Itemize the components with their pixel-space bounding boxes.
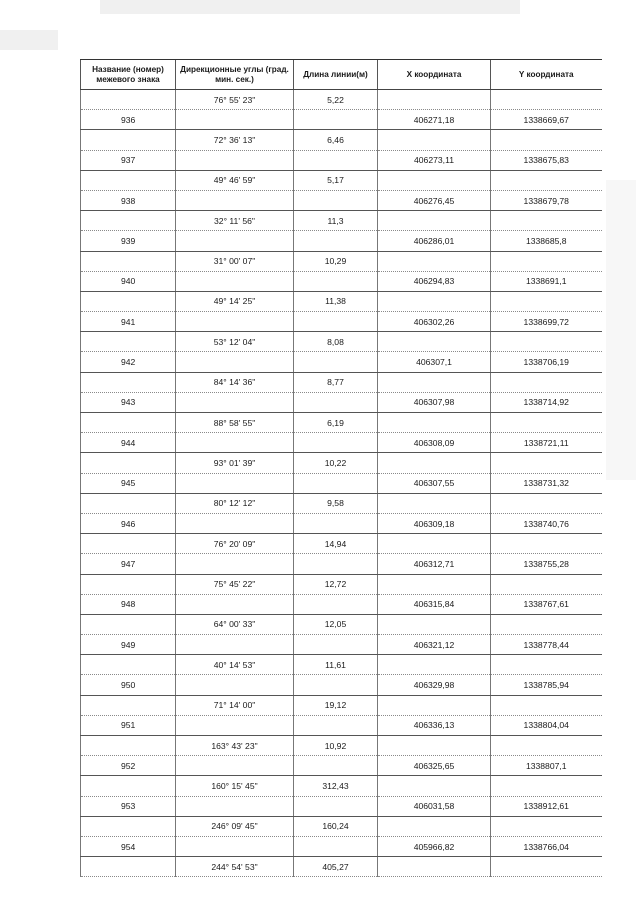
empty-cell (176, 513, 294, 533)
x-coordinate: 406329,98 (378, 675, 491, 695)
segment-row (81, 90, 602, 110)
direction-angle: 246° 09' 45" (176, 816, 294, 836)
empty-cell (491, 614, 602, 634)
empty-cell (294, 352, 378, 372)
empty-cell (294, 715, 378, 735)
y-coordinate: 1338685,8 (491, 231, 602, 251)
point-row (81, 836, 602, 856)
empty-cell (378, 695, 491, 715)
segment-row (81, 816, 602, 836)
point-row (81, 554, 602, 574)
x-coordinate: 406321,12 (378, 635, 491, 655)
line-length: 8,77 (294, 372, 378, 392)
empty-cell (491, 453, 602, 473)
empty-cell (294, 271, 378, 291)
empty-cell (378, 776, 491, 796)
point-row (81, 715, 602, 735)
empty-cell (176, 231, 294, 251)
empty-cell (81, 211, 176, 231)
point-row (81, 392, 602, 412)
empty-cell (81, 413, 176, 433)
empty-cell (378, 130, 491, 150)
empty-cell (378, 413, 491, 433)
line-length: 19,12 (294, 695, 378, 715)
direction-angle: 32° 11' 56" (176, 211, 294, 231)
y-coordinate: 1338778,44 (491, 635, 602, 655)
empty-cell (81, 857, 176, 877)
empty-cell (176, 594, 294, 614)
line-length: 5,17 (294, 170, 378, 190)
y-coordinate: 1338740,76 (491, 513, 602, 533)
y-coordinate: 1338675,83 (491, 150, 602, 170)
empty-cell (491, 776, 602, 796)
empty-cell (378, 655, 491, 675)
y-coordinate: 1338714,92 (491, 392, 602, 412)
point-row (81, 756, 602, 776)
direction-angle: 84° 14' 36" (176, 372, 294, 392)
point-name: 948 (81, 594, 176, 614)
y-coordinate: 1338807,1 (491, 756, 602, 776)
point-name: 950 (81, 675, 176, 695)
segment-row (81, 291, 602, 311)
empty-cell (491, 857, 602, 877)
direction-angle: 160° 15' 45" (176, 776, 294, 796)
y-coordinate: 1338912,61 (491, 796, 602, 816)
segment-row (81, 695, 602, 715)
empty-cell (491, 372, 602, 392)
x-coordinate: 406276,45 (378, 190, 491, 210)
boundary-points-table (80, 59, 602, 877)
empty-cell (81, 291, 176, 311)
direction-angle: 93° 01' 39" (176, 453, 294, 473)
empty-cell (81, 655, 176, 675)
x-coordinate: 406271,18 (378, 110, 491, 130)
table-body (81, 90, 602, 877)
segment-row (81, 453, 602, 473)
line-length: 160,24 (294, 816, 378, 836)
x-coordinate: 406307,1 (378, 352, 491, 372)
empty-cell (294, 433, 378, 453)
empty-cell (81, 493, 176, 513)
point-name: 940 (81, 271, 176, 291)
direction-angle: 72° 36' 13" (176, 130, 294, 150)
empty-cell (491, 291, 602, 311)
header-angle: Дирекционные углы (град. мин. сек.) (176, 60, 294, 90)
x-coordinate: 405966,82 (378, 836, 491, 856)
empty-cell (294, 635, 378, 655)
direction-angle: 49° 14' 25" (176, 291, 294, 311)
empty-cell (294, 675, 378, 695)
empty-cell (491, 655, 602, 675)
point-name: 938 (81, 190, 176, 210)
point-name: 943 (81, 392, 176, 412)
direction-angle: 64° 00' 33" (176, 614, 294, 634)
segment-row (81, 736, 602, 756)
direction-angle: 53° 12' 04" (176, 332, 294, 352)
scan-noise-left (0, 30, 58, 50)
point-name: 944 (81, 433, 176, 453)
empty-cell (81, 372, 176, 392)
header-name: Название (номер) межевого знака (81, 60, 176, 90)
x-coordinate: 406336,13 (378, 715, 491, 735)
point-name: 936 (81, 110, 176, 130)
empty-cell (294, 836, 378, 856)
point-name: 939 (81, 231, 176, 251)
line-length: 11,61 (294, 655, 378, 675)
segment-row (81, 332, 602, 352)
empty-cell (491, 736, 602, 756)
segment-row (81, 776, 602, 796)
y-coordinate: 1338699,72 (491, 312, 602, 332)
segment-row (81, 130, 602, 150)
direction-angle: 76° 20' 09" (176, 534, 294, 554)
empty-cell (176, 756, 294, 776)
line-length: 5,22 (294, 90, 378, 110)
line-length: 6,46 (294, 130, 378, 150)
segment-row (81, 211, 602, 231)
y-coordinate: 1338767,61 (491, 594, 602, 614)
point-row (81, 473, 602, 493)
point-row (81, 190, 602, 210)
empty-cell (81, 816, 176, 836)
x-coordinate: 406302,26 (378, 312, 491, 332)
empty-cell (176, 473, 294, 493)
empty-cell (294, 110, 378, 130)
y-coordinate: 1338679,78 (491, 190, 602, 210)
x-coordinate: 406031,58 (378, 796, 491, 816)
point-name: 946 (81, 513, 176, 533)
empty-cell (378, 291, 491, 311)
y-coordinate: 1338785,94 (491, 675, 602, 695)
empty-cell (81, 534, 176, 554)
point-name: 951 (81, 715, 176, 735)
empty-cell (81, 251, 176, 271)
direction-angle: 80° 12' 12" (176, 493, 294, 513)
x-coordinate: 406308,09 (378, 433, 491, 453)
empty-cell (176, 312, 294, 332)
empty-cell (176, 554, 294, 574)
segment-row (81, 170, 602, 190)
segment-row (81, 251, 602, 271)
segment-row (81, 574, 602, 594)
line-length: 312,43 (294, 776, 378, 796)
empty-cell (491, 534, 602, 554)
x-coordinate: 406309,18 (378, 513, 491, 533)
empty-cell (491, 211, 602, 231)
empty-cell (81, 170, 176, 190)
point-name: 945 (81, 473, 176, 493)
segment-row (81, 372, 602, 392)
direction-angle: 71° 14' 00" (176, 695, 294, 715)
line-length: 14,94 (294, 534, 378, 554)
empty-cell (81, 130, 176, 150)
scan-noise-right (606, 180, 636, 480)
empty-cell (491, 130, 602, 150)
empty-cell (378, 614, 491, 634)
empty-cell (176, 392, 294, 412)
table-header-row (81, 60, 602, 90)
y-coordinate: 1338755,28 (491, 554, 602, 574)
direction-angle: 88° 58' 55" (176, 413, 294, 433)
line-length: 12,72 (294, 574, 378, 594)
y-coordinate: 1338691,1 (491, 271, 602, 291)
point-row (81, 312, 602, 332)
line-length: 9,58 (294, 493, 378, 513)
empty-cell (176, 271, 294, 291)
empty-cell (378, 170, 491, 190)
empty-cell (176, 675, 294, 695)
empty-cell (294, 150, 378, 170)
header-length: Длина линии(м) (294, 60, 378, 90)
empty-cell (294, 513, 378, 533)
x-coordinate: 406286,01 (378, 231, 491, 251)
empty-cell (378, 251, 491, 271)
y-coordinate: 1338766,04 (491, 836, 602, 856)
empty-cell (378, 90, 491, 110)
point-row (81, 594, 602, 614)
empty-cell (378, 736, 491, 756)
x-coordinate: 406307,55 (378, 473, 491, 493)
line-length: 6,19 (294, 413, 378, 433)
segment-row (81, 493, 602, 513)
direction-angle: 31° 00' 07" (176, 251, 294, 271)
empty-cell (378, 372, 491, 392)
x-coordinate: 406273,11 (378, 150, 491, 170)
line-length: 10,22 (294, 453, 378, 473)
empty-cell (378, 857, 491, 877)
line-length: 405,27 (294, 857, 378, 877)
empty-cell (378, 332, 491, 352)
x-coordinate: 406325,65 (378, 756, 491, 776)
empty-cell (294, 554, 378, 574)
empty-cell (378, 534, 491, 554)
direction-angle: 244° 54' 53" (176, 857, 294, 877)
empty-cell (378, 211, 491, 231)
segment-row (81, 413, 602, 433)
empty-cell (176, 150, 294, 170)
empty-cell (81, 695, 176, 715)
empty-cell (378, 816, 491, 836)
point-row (81, 352, 602, 372)
y-coordinate: 1338731,32 (491, 473, 602, 493)
y-coordinate: 1338721,11 (491, 433, 602, 453)
line-length: 10,92 (294, 736, 378, 756)
empty-cell (491, 413, 602, 433)
empty-cell (378, 453, 491, 473)
line-length: 11,3 (294, 211, 378, 231)
point-name: 942 (81, 352, 176, 372)
empty-cell (378, 574, 491, 594)
empty-cell (491, 90, 602, 110)
point-name: 947 (81, 554, 176, 574)
segment-row (81, 857, 602, 877)
line-length: 11,38 (294, 291, 378, 311)
line-length: 8,08 (294, 332, 378, 352)
empty-cell (294, 190, 378, 210)
empty-cell (491, 251, 602, 271)
empty-cell (81, 614, 176, 634)
empty-cell (491, 695, 602, 715)
empty-cell (294, 473, 378, 493)
header-y: Y координата (491, 60, 602, 90)
line-length: 10,29 (294, 251, 378, 271)
empty-cell (176, 635, 294, 655)
empty-cell (176, 836, 294, 856)
point-row (81, 231, 602, 251)
empty-cell (294, 312, 378, 332)
point-row (81, 675, 602, 695)
empty-cell (81, 574, 176, 594)
point-name: 954 (81, 836, 176, 856)
direction-angle: 76° 55' 23" (176, 90, 294, 110)
empty-cell (176, 190, 294, 210)
point-row (81, 110, 602, 130)
empty-cell (81, 776, 176, 796)
empty-cell (294, 594, 378, 614)
empty-cell (378, 493, 491, 513)
point-row (81, 150, 602, 170)
empty-cell (294, 796, 378, 816)
point-row (81, 635, 602, 655)
empty-cell (176, 433, 294, 453)
point-name: 937 (81, 150, 176, 170)
empty-cell (294, 756, 378, 776)
line-length: 12,05 (294, 614, 378, 634)
point-name: 941 (81, 312, 176, 332)
point-row (81, 513, 602, 533)
y-coordinate: 1338669,67 (491, 110, 602, 130)
empty-cell (491, 816, 602, 836)
empty-cell (294, 392, 378, 412)
x-coordinate: 406312,71 (378, 554, 491, 574)
x-coordinate: 406307,98 (378, 392, 491, 412)
y-coordinate: 1338804,04 (491, 715, 602, 735)
segment-row (81, 614, 602, 634)
point-name: 953 (81, 796, 176, 816)
direction-angle: 75° 45' 22" (176, 574, 294, 594)
point-row (81, 796, 602, 816)
direction-angle: 163° 43' 23" (176, 736, 294, 756)
direction-angle: 49° 46' 59" (176, 170, 294, 190)
empty-cell (491, 574, 602, 594)
segment-row (81, 655, 602, 675)
empty-cell (176, 715, 294, 735)
empty-cell (294, 231, 378, 251)
scan-noise-top (100, 0, 520, 14)
x-coordinate: 406294,83 (378, 271, 491, 291)
x-coordinate: 406315,84 (378, 594, 491, 614)
empty-cell (81, 332, 176, 352)
empty-cell (176, 796, 294, 816)
empty-cell (81, 90, 176, 110)
segment-row (81, 534, 602, 554)
point-name: 949 (81, 635, 176, 655)
y-coordinate: 1338706,19 (491, 352, 602, 372)
empty-cell (491, 170, 602, 190)
direction-angle: 40° 14' 53" (176, 655, 294, 675)
empty-cell (491, 493, 602, 513)
point-row (81, 271, 602, 291)
empty-cell (176, 352, 294, 372)
empty-cell (81, 736, 176, 756)
point-name: 952 (81, 756, 176, 776)
header-x: X координата (378, 60, 491, 90)
point-row (81, 433, 602, 453)
empty-cell (176, 110, 294, 130)
empty-cell (491, 332, 602, 352)
empty-cell (81, 453, 176, 473)
